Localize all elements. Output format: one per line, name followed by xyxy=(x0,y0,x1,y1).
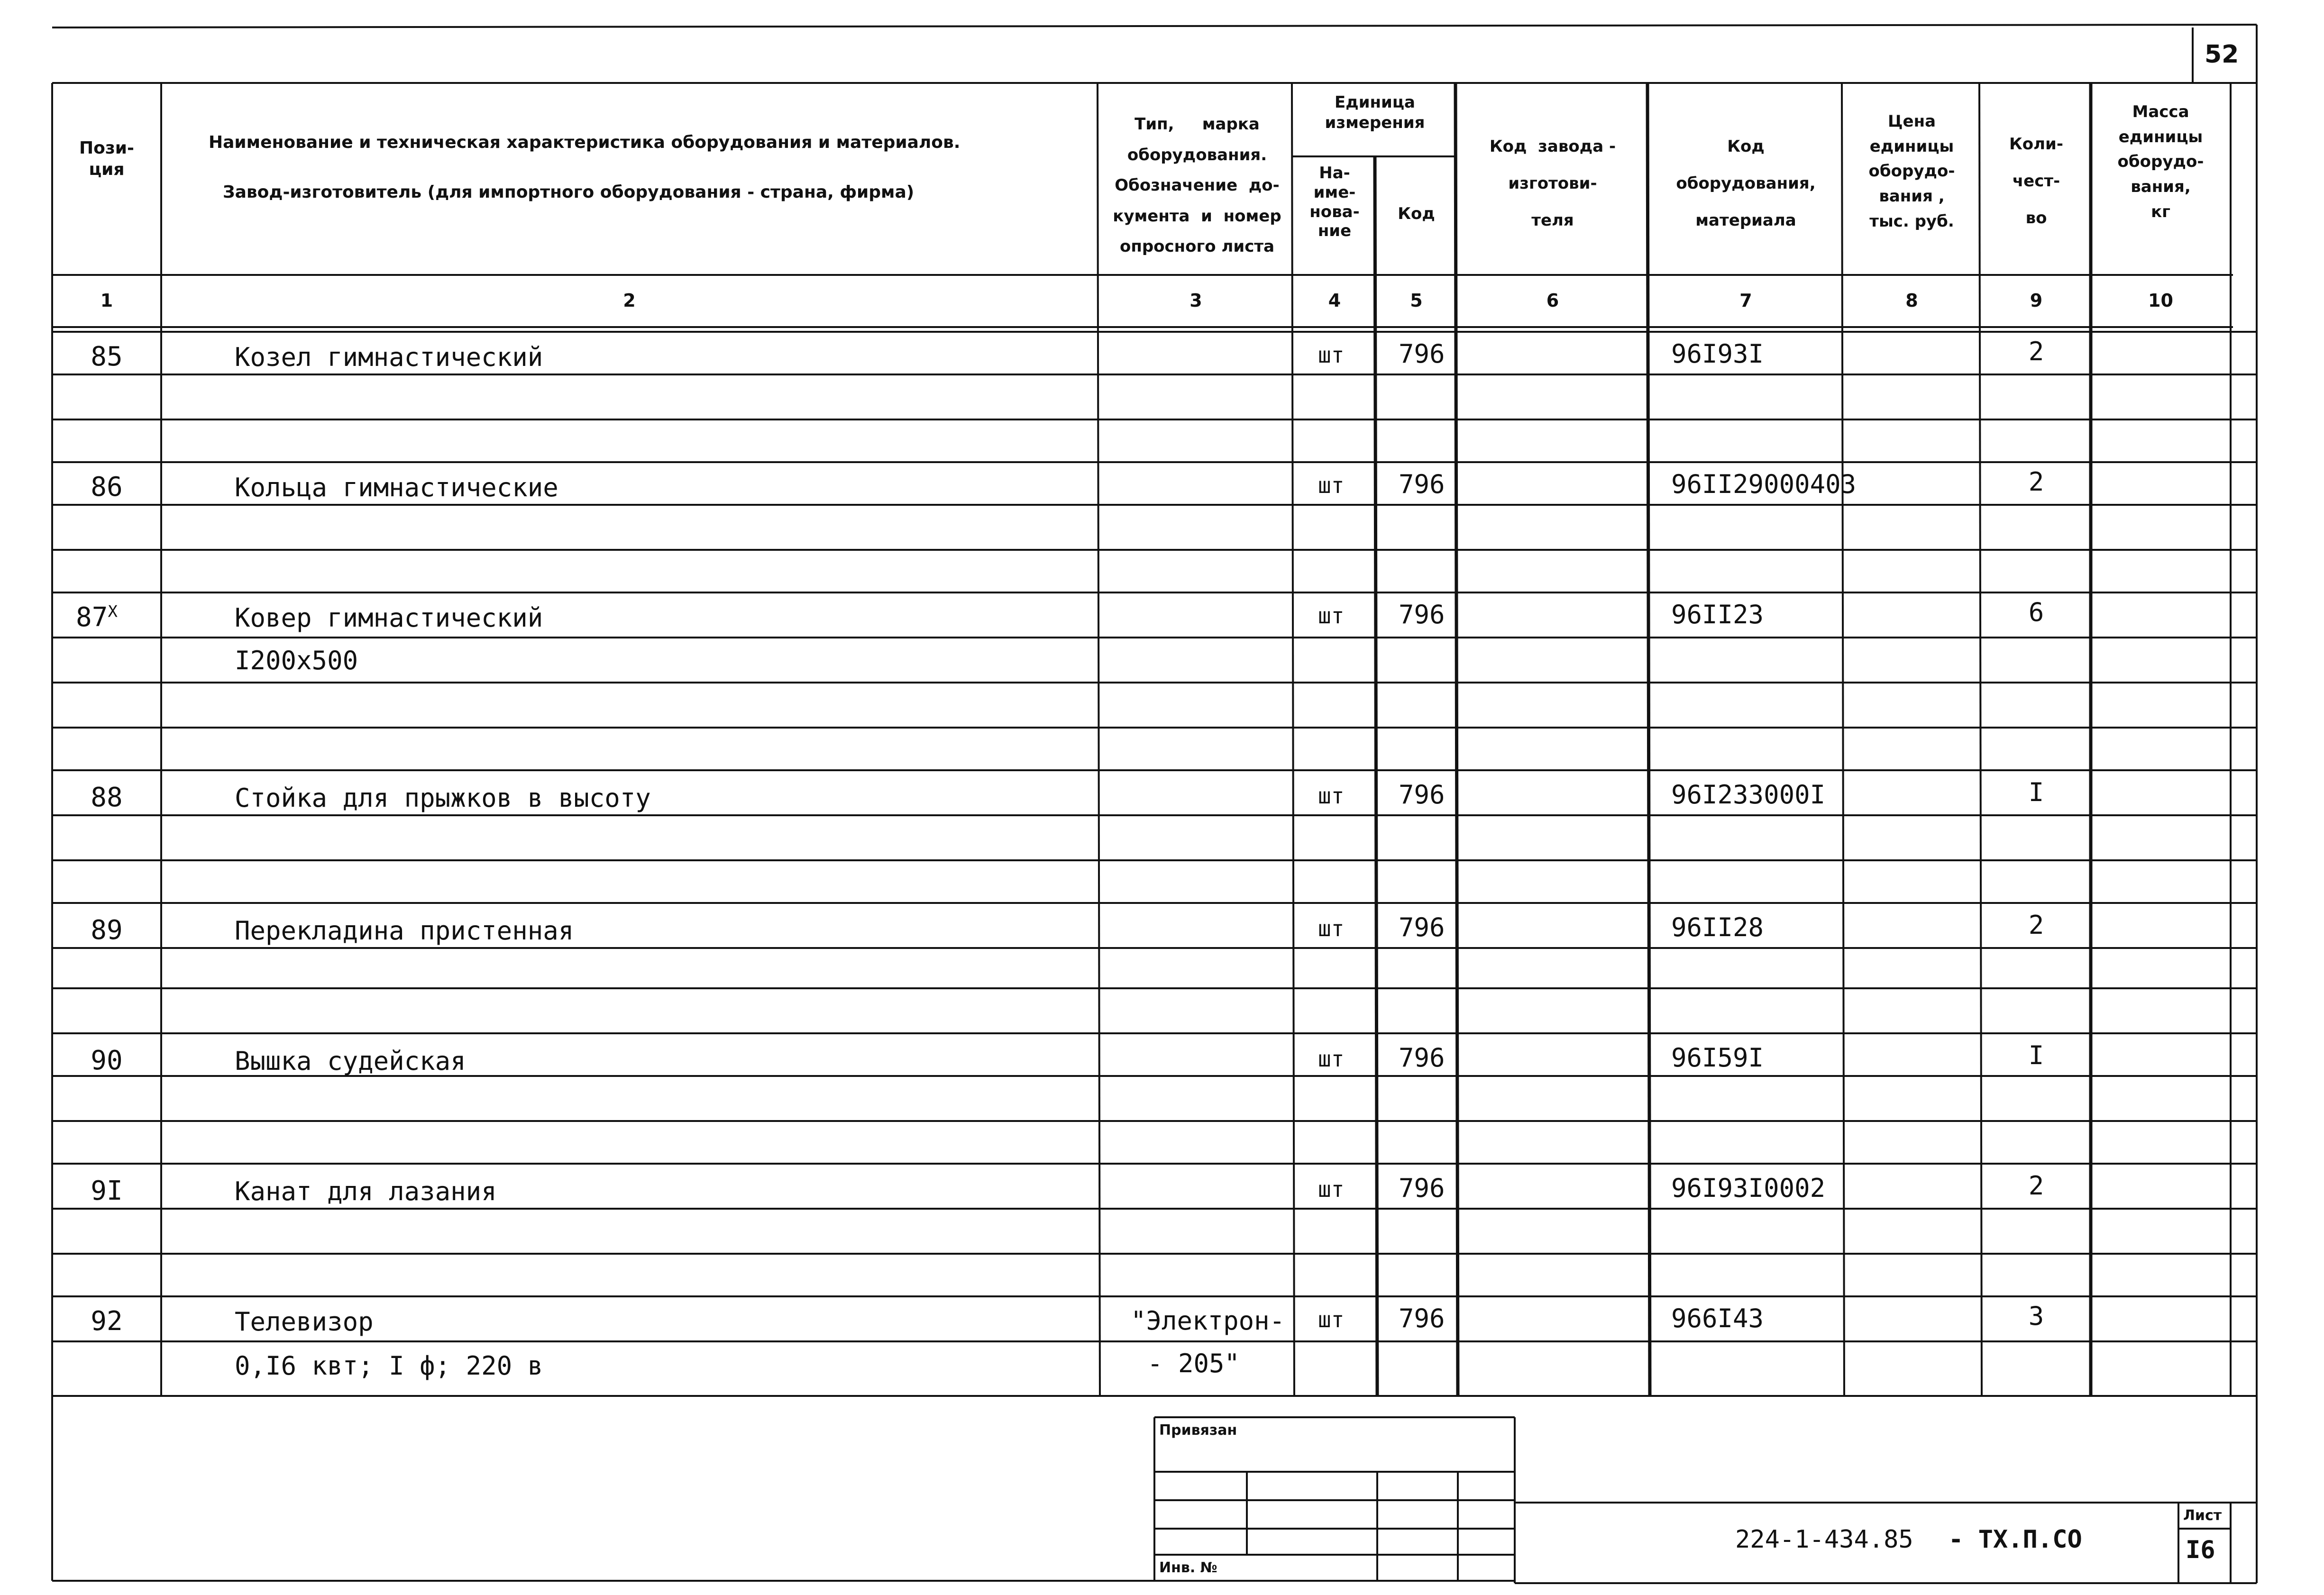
row-position: $87^X$ xyxy=(76,602,118,633)
row-position-mark: X xyxy=(108,602,118,621)
row-name: Козел гимнастический xyxy=(235,342,543,372)
column-number: 8 xyxy=(1905,290,1918,311)
row-unit: шт xyxy=(1318,473,1345,498)
row-quantity: I xyxy=(2028,1040,2044,1070)
row-unit: шт xyxy=(1318,1307,1345,1332)
row-name: Перекладина пристенная xyxy=(235,916,574,946)
column-number: 5 xyxy=(1410,290,1423,311)
row-position: 92 xyxy=(91,1306,123,1337)
row-type: "Электрон- xyxy=(1131,1306,1285,1336)
row-unit: шт xyxy=(1318,603,1345,629)
row-equipment-code: 96II29000403 xyxy=(1671,469,1857,499)
header-mass: Масса единицы оборудо- вания, кг xyxy=(2117,102,2204,221)
column-number: 3 xyxy=(1189,290,1202,311)
column-number: 10 xyxy=(2148,290,2173,311)
row-equipment-code: 966I43 xyxy=(1671,1303,1764,1333)
row-unit: шт xyxy=(1318,342,1345,368)
row-quantity: 6 xyxy=(2028,597,2044,627)
row-type-detail: - 205" xyxy=(1147,1349,1240,1378)
row-name: Канат для лазания xyxy=(235,1176,497,1206)
row-equipment-code: 96I59I xyxy=(1671,1043,1764,1073)
column-number: 2 xyxy=(623,290,636,311)
row-name: Стойка для прыжков в высоту xyxy=(235,783,651,813)
row-position: 90 xyxy=(91,1045,123,1076)
header-type: Тип, марка оборудования. Обозначение до- кумента и номер опросного листа xyxy=(1113,115,1281,256)
row-unit: шт xyxy=(1318,916,1345,941)
document-code: 224-1-434.85 xyxy=(1735,1525,1913,1554)
header-position: Пози- ция xyxy=(79,138,134,179)
column-number: 7 xyxy=(1739,290,1752,311)
row-name: Вышка судейская xyxy=(235,1046,466,1076)
row-quantity: I xyxy=(2028,777,2044,807)
row-unit-code: 796 xyxy=(1399,780,1445,810)
row-position: 85 xyxy=(91,341,123,372)
row-equipment-code: 96I233000I xyxy=(1671,780,1826,810)
row-position: 9I xyxy=(91,1176,123,1206)
row-unit-code: 796 xyxy=(1399,912,1445,942)
row-equipment-code: 96II28 xyxy=(1671,912,1764,942)
row-quantity: 2 xyxy=(2028,337,2044,366)
row-unit: шт xyxy=(1318,783,1345,809)
row-quantity: 2 xyxy=(2028,910,2044,940)
header-price: Цена единицы оборудо- вания , тыс. руб. xyxy=(1868,112,1955,231)
stamp-privyazan: Привязан xyxy=(1159,1422,1237,1439)
row-unit-code: 796 xyxy=(1399,469,1445,499)
row-unit-code: 796 xyxy=(1399,1043,1445,1073)
header-factory-code: Код завода - изготови- теля xyxy=(1489,137,1616,230)
header-unit-name: На- име- нова- ние xyxy=(1309,164,1360,241)
row-quantity: 3 xyxy=(2028,1301,2044,1331)
row-equipment-code: 96I93I xyxy=(1671,339,1764,369)
row-name-detail: 0,I6 квт; I ф; 220 в xyxy=(235,1351,543,1381)
row-name-detail: I200x500 xyxy=(235,646,358,675)
row-position: 86 xyxy=(91,472,123,502)
row-unit-code: 796 xyxy=(1399,339,1445,369)
row-unit-code: 796 xyxy=(1399,1303,1445,1333)
row-quantity: 2 xyxy=(2028,467,2044,497)
row-unit: шт xyxy=(1318,1176,1345,1202)
page-number: 52 xyxy=(2205,40,2239,69)
sheet-number: I6 xyxy=(2186,1536,2215,1564)
column-number: 6 xyxy=(1546,290,1559,311)
header-name-line2: Завод-изготовитель (для импортного оборудования - страна, фирма) xyxy=(223,182,915,202)
sheet-label: Лист xyxy=(2183,1507,2222,1524)
header-name-line1: Наименование и техническая характеристика оборудования и материалов. xyxy=(209,133,961,152)
column-number: 9 xyxy=(2030,290,2043,311)
row-position: 88 xyxy=(91,782,123,813)
row-quantity: 2 xyxy=(2028,1171,2044,1201)
row-unit: шт xyxy=(1318,1046,1345,1072)
row-equipment-code: 96II23 xyxy=(1671,600,1764,629)
row-unit-code: 796 xyxy=(1399,1173,1445,1203)
column-number: 4 xyxy=(1328,290,1341,311)
row-position: 89 xyxy=(91,915,123,946)
document-suffix: - ТХ.П.СО xyxy=(1949,1525,2082,1554)
row-name: Кольца гимнастические xyxy=(235,473,558,502)
row-name: Ковер гимнастический xyxy=(235,603,543,633)
header-unit-code: Код xyxy=(1398,204,1435,223)
column-number: 1 xyxy=(100,290,113,311)
stamp-inventory-number: Инв. № xyxy=(1159,1559,1217,1576)
row-name: Телевизор xyxy=(235,1307,374,1337)
header-unit-group: Единица измерения xyxy=(1325,93,1425,132)
header-quantity: Коли- чест- во xyxy=(2009,135,2063,228)
row-equipment-code: 96I93I0002 xyxy=(1671,1173,1826,1203)
header-equipment-code: Код оборудования, материала xyxy=(1676,137,1816,230)
row-unit-code: 796 xyxy=(1399,600,1445,629)
